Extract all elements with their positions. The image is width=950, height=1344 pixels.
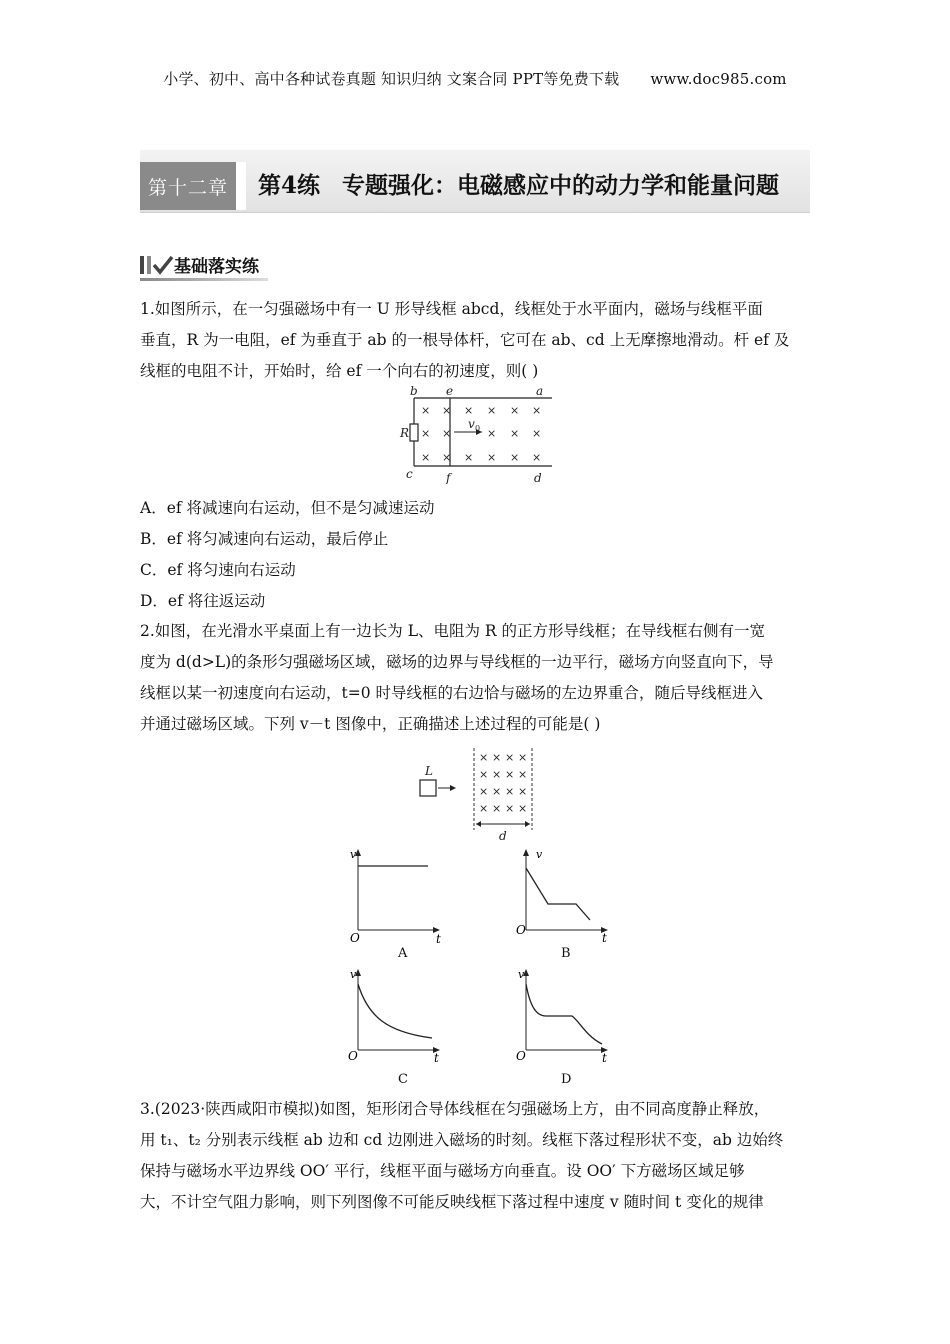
cross-mark: × (442, 427, 452, 440)
question-line: 2.如图，在光滑水平桌面上有一边长为 L、电阻为 R 的正方形导线框；在导线框右侧有一宽 (140, 622, 766, 640)
cross-grid (421, 404, 541, 464)
label-v0: v (468, 417, 475, 431)
cross-mark: × (492, 768, 502, 781)
question-line: 3.(2023·陕西咸阳市模拟)如图，矩形闭合导体线框在匀强磁场上方，由不同高度静止释放， (140, 1100, 770, 1118)
section-bar-icon (147, 256, 151, 274)
label-d: d (534, 471, 542, 484)
cross-mark: × (518, 785, 528, 798)
origin-label: O (348, 1049, 358, 1063)
q1-option-b[interactable]: B．ef 将匀减速向右运动，最后停止 (140, 530, 389, 548)
graph-a-caption[interactable]: A (398, 946, 408, 961)
section-label: 基础落实练 (174, 257, 259, 277)
cross-mark: × (518, 751, 528, 764)
t-label: t (436, 932, 441, 944)
question-line: 线框的电阻不计，开始时，给 ef 一个向右的初速度，则( ) (140, 362, 539, 380)
cross-mark: × (421, 427, 431, 440)
checkmark-icon (152, 254, 174, 276)
cross-mark: × (532, 427, 542, 440)
cross-mark: × (505, 785, 515, 798)
t-label: t (602, 1051, 607, 1064)
width-arrow-right (525, 821, 530, 827)
q1-option-c[interactable]: C．ef 将匀速向右运动 (140, 561, 296, 579)
graph-c (346, 966, 446, 1064)
header-site-link[interactable]: www.doc985.com (650, 70, 787, 88)
cross-mark: × (442, 404, 452, 417)
curve-d (526, 984, 602, 1044)
graph-a (346, 846, 446, 944)
cross-mark: × (518, 802, 528, 815)
lesson-number: 第4练 (258, 172, 321, 199)
v-label: v (350, 968, 357, 981)
label-f: f (446, 471, 451, 484)
section-underline (140, 278, 268, 281)
label-e: e (446, 386, 454, 398)
question-1-text (140, 294, 812, 387)
cross-mark: × (532, 451, 542, 464)
graph-c-caption[interactable]: C (398, 1072, 408, 1087)
width-arrow-left (476, 821, 481, 827)
question-line: 大，不计空气阻力影响，则下列图像不可能反映线框下落过程中速度 v 随时间 t 变化的规律 (140, 1193, 764, 1211)
origin-label: O (350, 931, 360, 944)
label-v0-subscript: 0 (475, 424, 481, 433)
cross-mark: × (505, 802, 515, 815)
chapter-banner (140, 150, 810, 213)
cross-mark: × (487, 451, 497, 464)
cross-mark: × (479, 785, 489, 798)
cross-mark: × (479, 802, 489, 815)
cross-mark: × (532, 404, 542, 417)
cross-mark: × (464, 404, 474, 417)
question-line: 保持与磁场水平边界线 OO′ 平行，线框平面与磁场方向垂直。设 OO′ 下方磁场区域足够 (140, 1162, 745, 1180)
question-line: 线框以某一初速度向右运动，t=0 时导线框的右边恰与磁场的左边界重合，随后导线框进入 (140, 684, 764, 702)
question-line: 垂直，R 为一电阻，ef 为垂直于 ab 的一根导体杆，它可在 ab、cd 上无摩擦地滑动。杆 ef 及 (140, 331, 790, 349)
label-L: L (425, 764, 433, 778)
curve-b (526, 868, 590, 920)
chapter-label: 第十二章 (140, 162, 236, 210)
question-line: 并通过磁场区域。下列 v－t 图像中，正确描述上述过程的可能是( ) (140, 715, 601, 733)
curve-c (358, 984, 432, 1038)
square-loop (420, 780, 436, 796)
q1-option-d[interactable]: D．ef 将往返运动 (140, 592, 266, 610)
question-line: 度为 d(d>L)的条形匀强磁场区域，磁场的边界与导线框的一边平行，磁场方向竖直向下，导 (140, 653, 774, 671)
label-a: a (536, 386, 544, 398)
motion-arrowhead (450, 785, 456, 791)
q1-figure (396, 386, 562, 484)
cross-mark: × (492, 802, 502, 815)
section-bar-icon (140, 256, 144, 274)
cross-mark: × (464, 451, 474, 464)
cross-mark: × (492, 751, 502, 764)
cross-mark: × (479, 768, 489, 781)
lesson-topic: 专题强化：电磁感应中的动力学和能量问题 (342, 172, 780, 199)
cross-mark: × (487, 427, 497, 440)
question-line: 1.如图所示，在一匀强磁场中有一 U 形导线框 abcd，线框处于水平面内，磁场与线框平面 (140, 300, 763, 318)
label-d: d (499, 829, 507, 843)
cross-mark: × (518, 768, 528, 781)
cross-mark: × (510, 427, 520, 440)
t-label: t (434, 1051, 439, 1064)
field-crosses (479, 751, 527, 815)
graph-b-caption[interactable]: B (561, 946, 571, 961)
graph-b (514, 846, 614, 944)
graph-d-caption[interactable]: D (561, 1072, 572, 1087)
cross-mark: × (505, 751, 515, 764)
question-2-text (140, 616, 812, 740)
header-text: 小学、初中、高中各种试卷真题 知识归纳 文案合同 PPT等免费下载 (163, 70, 620, 88)
banner-separator (236, 162, 246, 210)
label-R: R (400, 426, 410, 440)
cross-mark: × (492, 785, 502, 798)
cross-mark: × (421, 451, 431, 464)
t-label: t (602, 931, 607, 944)
label-b: b (410, 386, 418, 398)
origin-label: O (516, 1049, 526, 1063)
question-line: 用 t₁、t₂ 分别表示线框 ab 边和 cd 边刚进入磁场的时刻。线框下落过程形状不变，ab 边始终 (140, 1131, 784, 1149)
cross-mark: × (510, 451, 520, 464)
cross-mark: × (442, 451, 452, 464)
origin-label: O (516, 923, 526, 937)
q2-figure (416, 744, 540, 844)
cross-mark: × (505, 768, 515, 781)
cross-mark: × (479, 751, 489, 764)
label-c: c (406, 467, 413, 481)
page-header (0, 68, 950, 89)
v-label: v (350, 848, 357, 861)
cross-mark: × (487, 404, 497, 417)
cross-mark: × (421, 404, 431, 417)
v-axis-arrowhead (523, 849, 529, 856)
cross-mark: × (510, 404, 520, 417)
resistor (410, 424, 418, 441)
q1-option-a[interactable]: A．ef 将减速向右运动，但不是匀减速运动 (140, 499, 435, 517)
v-label: v (518, 968, 525, 981)
question-3-text (140, 1094, 812, 1218)
v-label: v (536, 848, 543, 861)
graph-d (514, 966, 614, 1064)
lesson-title (258, 164, 779, 208)
section-heading (140, 248, 268, 282)
